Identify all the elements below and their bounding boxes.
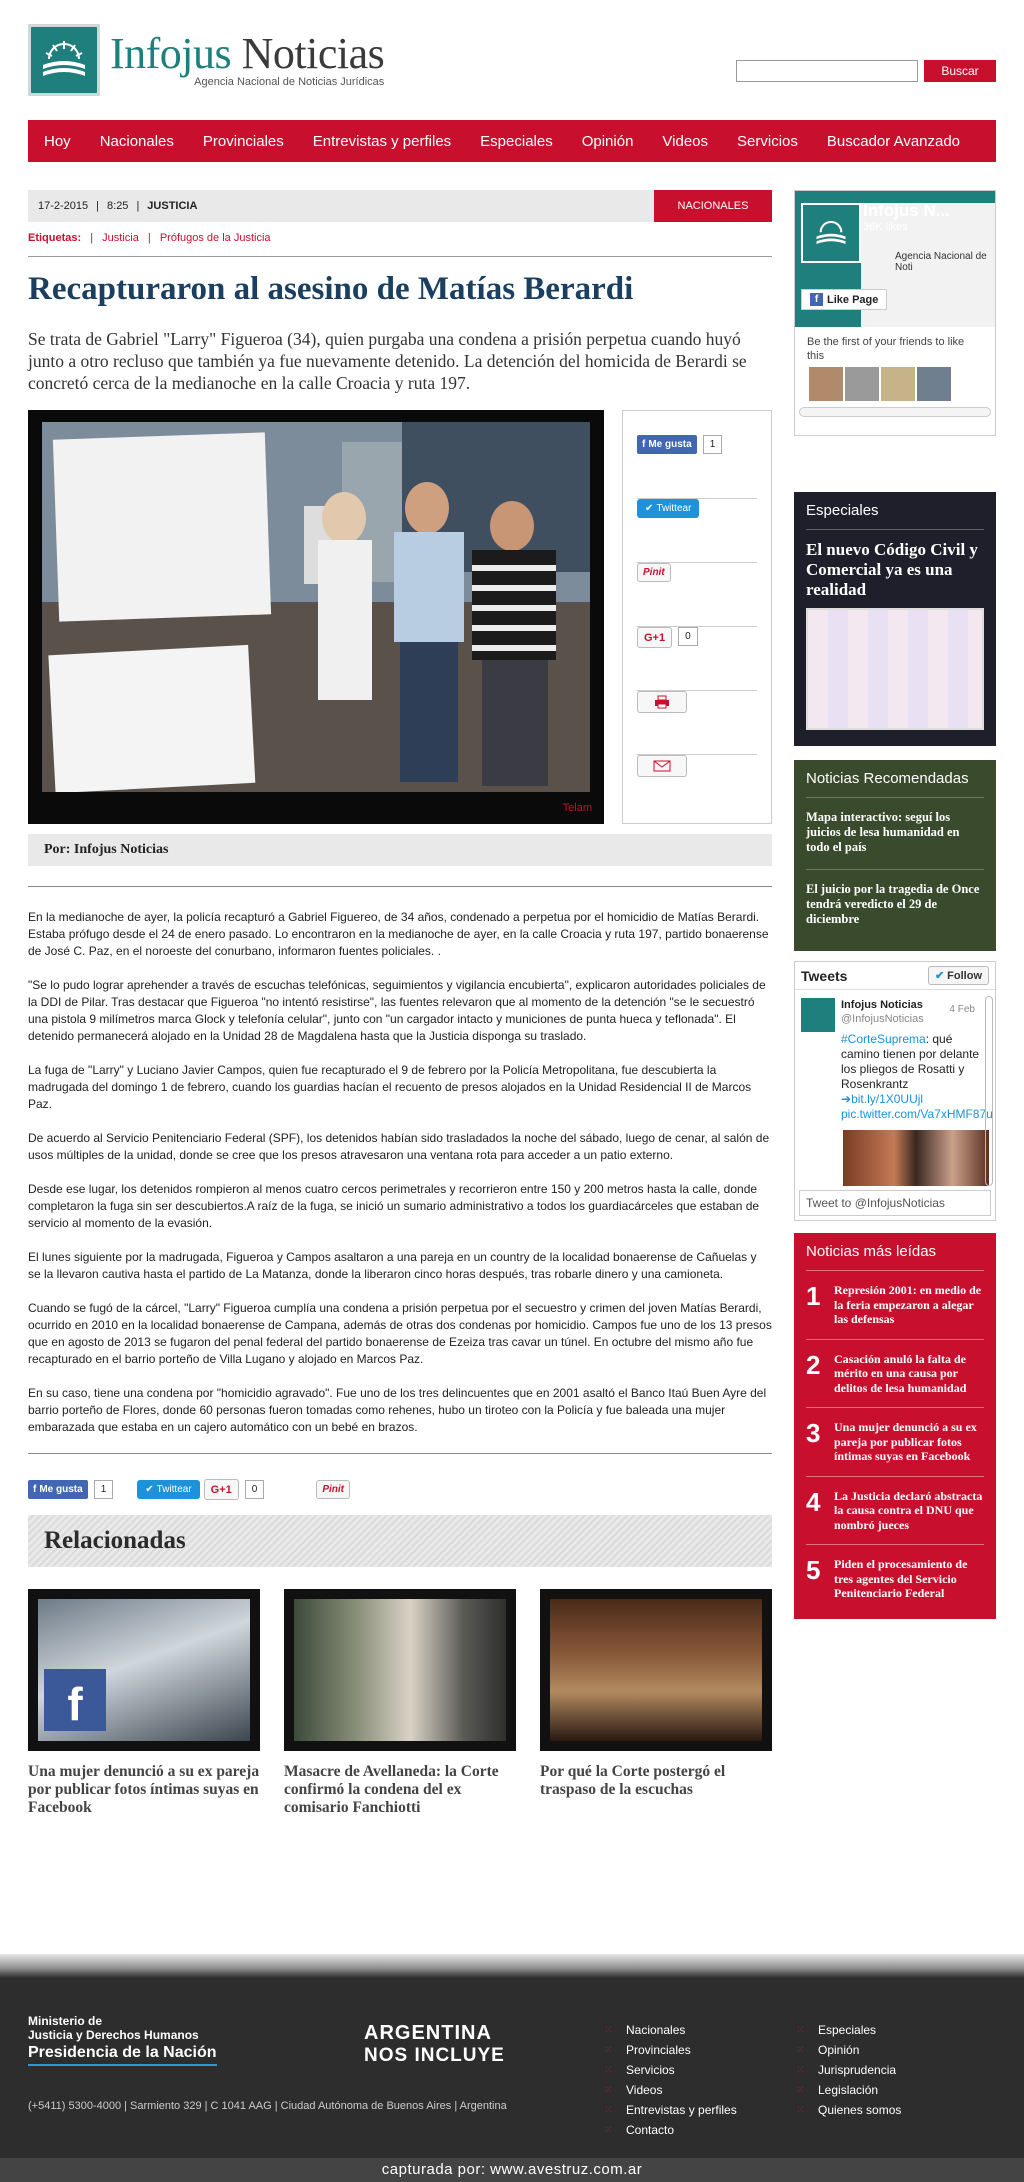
email-button[interactable] xyxy=(637,755,687,777)
facebook-page-widget xyxy=(794,190,996,436)
nav-nacionales[interactable]: Nacionales xyxy=(99,132,174,150)
rank-number: 2 xyxy=(806,1349,821,1380)
body-paragraph: En la medianoche de ayer, la policía recapturó a Gabriel Figuereo, de 34 años, condenado a perpetua por el homicidio de Matías Berardi. Estaba prófugo desde el 24 de enero pasado. Lo encontraron en la medianoche de ayer, en la calle Croacia y ruta 197, partido bonaerense de José C. Paz, en el noroeste del conurbano, informaron fuentes policiales. . xyxy=(28,910,769,958)
twitter-bird-icon: ✔ xyxy=(145,1484,154,1495)
mas-leidas-box xyxy=(794,1233,996,1619)
rank-number: 3 xyxy=(806,1418,821,1448)
tag-link[interactable]: Prófugos de la Justicia xyxy=(159,232,271,244)
footer-link[interactable]: ⁙ Legislación xyxy=(796,2083,879,2097)
footer-links-col1 xyxy=(604,2020,737,2140)
gplus-count-bottom: 0 xyxy=(245,1480,265,1499)
site-footer xyxy=(0,1954,1024,2182)
search-button[interactable]: Buscar xyxy=(924,60,996,82)
article-date: 17-2-2015 xyxy=(38,200,89,212)
body-paragraph: El lunes siguiente por la madrugada, Figueroa y Campos asaltaron a una pareja en un country de la localidad bonaerense de Cañuelas y se la llevaron cautiva hasta el partido de La Matanza, donde la liberaron cinco horas después, tras robarle dinero y una camioneta. xyxy=(28,1250,757,1281)
nav-buscador-avanzado[interactable]: Buscador Avanzado xyxy=(826,132,961,150)
twitter-widget xyxy=(794,961,996,1221)
mas-leidas-title[interactable]: Piden el procesamiento de tres agentes del Servicio Penitenciario Federal xyxy=(834,1557,968,1600)
facebook-icon: f xyxy=(33,1484,37,1495)
page-logo-icon xyxy=(801,203,861,263)
share-sidebar xyxy=(622,410,772,824)
bullet-icon: ⁙ xyxy=(604,2064,613,2076)
fb-likes-count: 36K likes xyxy=(863,221,908,233)
related-thumbnail xyxy=(550,1599,762,1741)
body-paragraph: "Se lo pudo lograr aprehender a través de escuchas telefónicas, seguimientos y vigilancia encubierta", explicaron autoridades policiales de la DDI de Pilar. Tras destacar que Figueroa "no intentó resistirse", las fuentes relevaron que al momento de la detención "se le secuestró una pistola 9 milímetros marca Glock y telefonía celular", junto con "un cargador intacto y municiones de punta hueca y teflonada". El detenido permanecerá alojado en la Unidad 28 de Magdalena hasta que la Justicia disponga su traslado. xyxy=(28,978,766,1043)
bullet-icon: ⁙ xyxy=(604,2124,613,2136)
article-meta-bar: 17-2-2015 | 8:25 | JUSTICIA NACIONALES xyxy=(28,190,772,222)
mas-leidas-item[interactable] xyxy=(806,1545,984,1613)
especiales-title[interactable]: El nuevo Código Civil y Comercial ya es una realidad xyxy=(806,540,978,599)
mas-leidas-item[interactable] xyxy=(806,1477,984,1546)
tags-label: Etiquetas: xyxy=(28,232,82,244)
horizontal-scrollbar[interactable] xyxy=(799,407,991,417)
gplus-count: 0 xyxy=(678,627,698,646)
share-bar-bottom xyxy=(28,1453,772,1505)
article-photo xyxy=(28,410,604,824)
mas-leidas-title[interactable]: La Justicia declaró abstracta la causa contra el DNU que nombró jueces xyxy=(834,1488,983,1532)
tweet-to-input[interactable]: Tweet to @InfojusNoticias xyxy=(799,1190,991,1216)
footer-link[interactable]: ⁙ Contacto xyxy=(604,2123,675,2137)
like-count: 1 xyxy=(703,435,723,454)
tweets-scrollbar[interactable] xyxy=(985,996,993,1186)
tweet-link[interactable]: ➔bit.ly/1X0UUjl xyxy=(841,1092,924,1106)
nav-opinion[interactable]: Opinión xyxy=(581,132,634,150)
mas-leidas-item[interactable] xyxy=(806,1408,984,1477)
article-byline: Por: Infojus Noticias xyxy=(28,834,772,866)
ministry-logo[interactable]: Ministerio de Justicia y Derechos Humanos Presidencia de la Nación xyxy=(28,2014,217,2066)
tweets-title: Tweets xyxy=(801,967,848,984)
related-card[interactable] xyxy=(28,1589,260,1817)
recomendadas-box xyxy=(794,760,996,951)
tweet-button-bottom[interactable]: ✔ Twittear xyxy=(137,1480,199,1499)
footer-link[interactable]: ⁙ Nacionales xyxy=(604,2023,686,2037)
avatar[interactable] xyxy=(881,367,915,401)
nav-servicios[interactable]: Servicios xyxy=(737,132,798,150)
especiales-box xyxy=(794,492,996,746)
footer-links-col2 xyxy=(796,2020,901,2120)
article-lead: Se trata de Gabriel "Larry" Figueroa (34), quien purgaba una condena a prisión perpetua cuando huyó junto a otro recluso que también ya fue nuevamente detenido. La detención del homicida de Berardi se concretó cerca de la medianoche en la calle Croacia y ruta 197. xyxy=(28,329,747,393)
avatar[interactable] xyxy=(809,367,843,401)
body-paragraph: Desde ese lugar, los detenidos rompieron al menos cuatro cercos perimetrales y recorrieron entre 150 y 200 metros hasta la calle, donde completaron la fuga sin ser descubiertos.A raíz de la fuga, se inició un sumario administrativo a todos los guardiacárceles que estaban de servicio al momento de la evasión. xyxy=(28,1182,760,1230)
search-input[interactable] xyxy=(736,60,918,82)
article-time: 8:25 xyxy=(107,200,129,212)
main-nav xyxy=(28,120,996,162)
tweet-author[interactable]: Infojus Noticias xyxy=(841,999,923,1011)
related-thumbnail xyxy=(294,1599,506,1741)
nav-hoy[interactable]: Hoy xyxy=(44,132,71,150)
argentina-nos-incluye-logo: ARGENTINA NOS INCLUYE xyxy=(364,2022,505,2066)
footer-link[interactable]: ⁙ Provinciales xyxy=(604,2043,691,2057)
like-count-bottom: 1 xyxy=(94,1480,114,1499)
logo-emblem-icon xyxy=(28,24,100,96)
bullet-icon: ⁙ xyxy=(796,2084,805,2096)
rank-number: 4 xyxy=(806,1486,821,1517)
related-title[interactable]: Una mujer denunció a su ex pareja por publicar fotos íntimas suyas en Facebook xyxy=(28,1763,260,1816)
nav-entrevistas[interactable]: Entrevistas y perfiles xyxy=(312,132,452,150)
rank-number: 5 xyxy=(806,1555,821,1585)
rank-number: 1 xyxy=(806,1281,821,1311)
body-paragraph: De acuerdo al Servicio Penitenciario Federal (SPF), los detenidos habían sido trasladados la noche del sábado, luego de cenar, al salón de usos múltiples de la unidad, donde se cree que los presos atravesaron una ventana rota para acceder a un patio externo. xyxy=(28,1131,770,1162)
bullet-icon: ⁙ xyxy=(796,2104,805,2116)
article-tags: Etiquetas: | Justicia | Prófugos de la Justicia xyxy=(28,232,772,257)
related-list xyxy=(28,1589,772,1817)
twitter-follow-button[interactable]: ✔ Follow xyxy=(928,966,989,985)
mas-leidas-title[interactable]: Casación anuló la falta de mérito en una causa por delitos de lesa humanidad xyxy=(834,1351,967,1395)
especiales-label: Especiales xyxy=(806,502,984,530)
logo-wordmark: Infojus Noticias xyxy=(110,29,385,78)
article-headline: Recapturaron al asesino de Matías Berardi xyxy=(28,271,634,307)
photo-credit: Telam xyxy=(562,802,592,814)
especiales-image[interactable] xyxy=(806,608,984,730)
mas-leidas-title[interactable]: Represión 2001: en medio de la feria empezaron a alegar las defensas xyxy=(834,1283,982,1326)
google-plus-button[interactable]: G+1 xyxy=(637,627,672,648)
google-plus-button-bottom[interactable]: G+1 xyxy=(204,1479,239,1500)
footer-address: (+5411) 5300-4000 | Sarmiento 329 | C 1041 AAG | Ciudad Autónoma de Buenos Aires | Argentina xyxy=(28,2100,507,2112)
footer-link[interactable]: ⁙ Especiales xyxy=(796,2023,877,2037)
sidebar xyxy=(794,190,996,1817)
tag-link[interactable]: Justicia xyxy=(102,232,139,244)
envelope-icon xyxy=(653,760,671,772)
capture-watermark: capturada por: www.avestruz.com.ar xyxy=(0,2158,1024,2182)
pinterest-button[interactable]: Pinit xyxy=(637,563,671,582)
bullet-icon: ⁙ xyxy=(604,2104,613,2116)
mas-leidas-label: Noticias más leídas xyxy=(806,1243,984,1271)
bullet-icon: ⁙ xyxy=(796,2024,805,2036)
article xyxy=(28,190,772,1817)
bullet-icon: ⁙ xyxy=(604,2024,613,2036)
tweet-button[interactable]: ✔ Twittear xyxy=(637,499,699,518)
logo-tagline: Agencia Nacional de Noticias Jurídicas xyxy=(194,76,385,88)
category-badge[interactable]: NACIONALES xyxy=(654,190,772,222)
bullet-icon: ⁙ xyxy=(604,2084,613,2096)
related-card[interactable] xyxy=(284,1589,516,1817)
fb-like-page-button[interactable]: f Like Page xyxy=(801,289,887,310)
tweet-pic-link[interactable]: pic.twitter.com/Va7xHMF87u xyxy=(841,1107,993,1121)
facebook-icon: f xyxy=(810,293,823,306)
article-section[interactable]: JUSTICIA xyxy=(147,200,198,212)
mas-leidas-item[interactable] xyxy=(806,1271,984,1340)
tweet-hashtag[interactable]: #CorteSuprema xyxy=(841,1032,926,1046)
footer-link[interactable]: ⁙ Entrevistas y perfiles xyxy=(604,2103,737,2117)
printer-icon xyxy=(654,695,670,709)
body-paragraph: La fuga de "Larry" y Luciano Javier Campos, quien fue recapturado el 9 de febrero por la Policía Metropolitana, fue descubierta la madrugada del domingo 1 de febrero, cuando los guardias hacían el recuento de presos alojados en la Unidad Residencial II de Marcos Paz. xyxy=(28,1063,752,1111)
facebook-logo-icon: f xyxy=(44,1669,106,1731)
article-body xyxy=(28,886,772,1436)
tweet-date[interactable]: 4 Feb xyxy=(949,1004,975,1015)
bullet-icon: ⁙ xyxy=(604,2044,613,2056)
twitter-bird-icon: ✔ xyxy=(645,503,654,514)
related-card[interactable] xyxy=(540,1589,772,1817)
related-thumbnail xyxy=(38,1599,250,1741)
avatar[interactable] xyxy=(845,367,879,401)
related-heading: Relacionadas xyxy=(28,1515,772,1567)
search-form xyxy=(736,60,996,82)
mas-leidas-title[interactable]: Una mujer denunció a su ex pareja por publicar fotos íntimas suyas en Facebook xyxy=(834,1420,977,1463)
bullet-icon: ⁙ xyxy=(796,2064,805,2076)
body-paragraph: Cuando se fugó de la cárcel, "Larry" Figueroa cumplía una condena a prisión perpetua por el secuestro y crimen del joven Matías Berardi, ocurrido en 2010 en la localidad bonaerense de Campana, además de otras dos condenas por homicidio. Campos fue uno de los 13 presos que en agosto de 2013 se fugaron del penal federal del partido bonaerense de Ezeiza tras cavar un túnel. En octubre del mismo año fue recapturado en el barrio porteño de Villa Lugano y alojado en Marcos Paz. xyxy=(28,1301,772,1366)
footer-link[interactable]: ⁙ Servicios xyxy=(604,2063,675,2077)
facebook-like-button[interactable]: f Me gusta xyxy=(637,435,697,454)
photo-image xyxy=(42,422,590,792)
twitter-bird-icon: ✔ xyxy=(934,970,945,982)
tweet-text: #CorteSuprema: qué camino tienen por delante los pliegos de Rosatti y Rosenkrantz ➔bit.ly/1X0UUjl pic.twitter.com/Va7xHMF87u xyxy=(841,1032,993,1121)
related-title[interactable]: Masacre de Avellaneda: la Corte confirmó la condena del ex comisario Fanchiotti xyxy=(284,1763,499,1816)
nav-videos[interactable]: Videos xyxy=(662,132,709,150)
tweet-image[interactable] xyxy=(843,1130,989,1186)
tweet-handle[interactable]: @InfojusNoticias xyxy=(841,1013,924,1025)
footer-link[interactable]: ⁙ Opinión xyxy=(796,2043,860,2057)
facebook-like-button-bottom[interactable]: f Me gusta xyxy=(28,1480,88,1499)
nav-especiales[interactable]: Especiales xyxy=(480,132,553,150)
mas-leidas-item[interactable] xyxy=(806,1340,984,1409)
fb-cover-subtitle: Agencia Nacional de Noti xyxy=(895,251,987,273)
footer-link[interactable]: ⁙ Jurisprudencia xyxy=(796,2063,897,2077)
recomendada-item[interactable]: El juicio por la tragedia de Once tendrá veredicto el 29 de diciembre xyxy=(806,882,980,926)
fb-page-name[interactable]: Infojus N... xyxy=(863,201,950,220)
avatar[interactable] xyxy=(917,367,951,401)
recomendadas-label: Noticias Recomendadas xyxy=(806,770,984,798)
site-header xyxy=(28,0,996,120)
related-title[interactable]: Por qué la Corte postergó el traspaso de la escuchas xyxy=(540,1763,726,1798)
print-button[interactable] xyxy=(637,691,687,713)
avatar[interactable] xyxy=(801,998,835,1032)
bullet-icon: ⁙ xyxy=(796,2044,805,2056)
site-logo[interactable] xyxy=(28,24,384,96)
fb-faces xyxy=(795,367,995,401)
body-paragraph: En su caso, tiene una condena por "homicidio agravado". Fue uno de los tres delincuentes que en 2001 asaltó el Banco Itaú Buen Ayre del barrio porteño de Flores, donde 60 personas fueron tomadas como rehenes, hubo un tiroteo con la Policía y fue baleada una mujer embarazada que estaba en un cajero automático con un bebé en brazos. xyxy=(28,1386,767,1434)
footer-link[interactable]: ⁙ Quienes somos xyxy=(796,2103,902,2117)
footer-link[interactable]: ⁙ Videos xyxy=(604,2083,663,2097)
facebook-cover xyxy=(795,191,995,327)
recomendada-item[interactable]: Mapa interactivo: seguí los juicios de lesa humanidad en todo el país xyxy=(806,798,984,870)
fb-friends-text: Be the first of your friends to like this xyxy=(807,336,965,362)
nav-provinciales[interactable]: Provinciales xyxy=(202,132,284,150)
facebook-icon: f xyxy=(642,439,646,450)
pinterest-button-bottom[interactable]: Pinit xyxy=(316,1480,350,1499)
